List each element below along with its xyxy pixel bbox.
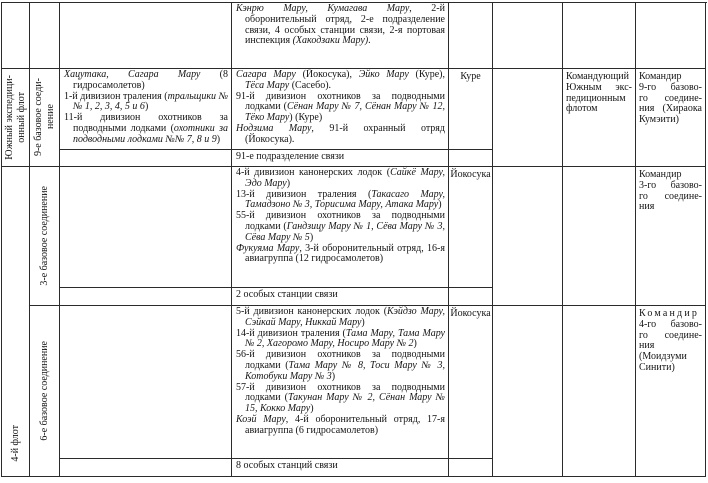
text-paragraph: 5-й дивизион канонерских лодок (Кэйдзо Мару, Сэйкай Мару, Никкай Мару)	[236, 306, 445, 328]
text-line: 9-е базовое соеди-	[32, 78, 44, 157]
cell-unit-6th-base-force	[30, 306, 60, 477]
cell-fleet-4th	[2, 167, 30, 477]
text-paragraph: Кэнрю Мару, Кумагава Мару, 2-й оборонительный отряд, 2-е подразделение связи, 4 особых станции связи, 2-я портовая инспекция (Хакодзаки Мару).	[236, 3, 445, 47]
text-paragraph: 56-й дивизион охотников за подводными лодками (Тама Мару № 8, Тоси Мару № 3, Котобуки Мару № 3)	[236, 349, 445, 382]
text-line: го соедине-	[639, 92, 702, 104]
text-line: Южным экс-	[566, 81, 632, 93]
cell-ships-9th	[232, 69, 449, 150]
unit-label-3rd-base-force	[39, 186, 51, 286]
cell-empty	[60, 3, 232, 69]
cell-empty	[2, 3, 30, 69]
cell-signal-note-9th: 91-е подразделение связи	[232, 150, 449, 167]
cell-commander-3rd-base	[636, 167, 706, 306]
fleet-label-southern	[4, 75, 28, 160]
cell-composition-9th	[60, 69, 232, 150]
text-line: 3-е базовое соединение	[38, 186, 50, 286]
text-paragraph: 11-й дивизион охотников за подводными лодками (охотники за подводными лодками №№ 7, 8 и 9)	[64, 112, 228, 145]
cell-empty	[60, 150, 232, 167]
text-line: ния (Хираока	[639, 103, 702, 115]
text-paragraph: 1-й дивизион траления (тральщики №№ 1, 2, 3, 4, 5 и 6)	[64, 90, 228, 113]
cell-commander-9th-base	[636, 69, 706, 167]
text-paragraph: Сагара Мару (Йокосука), Эйко Мару (Куре), Тёса Мару (Сасебо).	[236, 69, 446, 91]
cell-signal-note-6th: 8 особых станций связи	[232, 459, 449, 477]
cell-signal-note-3rd: 2 особых станции связи	[232, 288, 449, 306]
text-paragraph: Коэй Мару, 4-й оборонительный отряд, 17-я авиагруппа (6 гидросамолетов)	[236, 413, 445, 436]
cell-empty	[60, 459, 232, 477]
cell-empty	[60, 306, 232, 459]
text-line: ния	[639, 201, 655, 213]
cell-empty	[493, 69, 563, 167]
unit-label-9th-base-force	[33, 78, 57, 156]
cell-empty	[60, 167, 232, 288]
text-paragraph: Хацутака, Сагара Мару (8 гидросамолетов)	[64, 69, 228, 91]
cell-empty	[30, 3, 60, 69]
cell-ships-3rd	[232, 167, 449, 288]
cell-empty	[636, 3, 706, 69]
cell-unit-3rd-base-force	[30, 167, 60, 306]
cell-base-yokosuka-6th: Йокосука	[449, 306, 493, 459]
cell-base-kure: Куре	[449, 69, 493, 150]
text-line: Командующий	[566, 71, 629, 82]
cell-empty	[449, 150, 493, 167]
cell-commander-southern-fleet	[563, 69, 636, 167]
cell-unit-9th-base-force	[30, 69, 60, 167]
text-line: ния	[639, 340, 655, 352]
text-line: 3-го базово-	[639, 179, 702, 191]
text-paragraph: 91-й дивизион охотников за подводными лодками (Сёнан Мару № 7, Сёнан Мару № 12, Тёко Мару) (Куре)	[236, 90, 445, 124]
text-line: 6-е базовое соединение	[38, 341, 50, 441]
cell-commander-4th-base	[636, 306, 706, 477]
text-line: педиционным	[566, 92, 626, 104]
cell-empty	[563, 306, 636, 477]
cell-empty	[60, 288, 232, 306]
fleet-label-4th	[10, 425, 22, 462]
cell-empty	[563, 3, 636, 69]
text-line: 4-го базово-	[639, 318, 702, 330]
cell-ships-6th	[232, 306, 449, 459]
text-paragraph: 13-й дивизион траления (Такасаго Мару, Тамадзоно № 3, Торисима Мару, Атака Мару)	[236, 188, 445, 211]
text-paragraph: 57-й дивизион охотников за подводными лодками (Такунан Мару № 2, Сёнан Мару № 15, Кокко Мару)	[236, 381, 445, 415]
text-line: Синити)	[639, 361, 675, 373]
fleet-organization-table	[1, 2, 707, 477]
text-line: флотом	[566, 103, 598, 115]
cell-empty	[493, 306, 563, 477]
cell-empty	[493, 3, 563, 69]
cell-base-yokosuka-3rd: Йокосука	[449, 167, 493, 288]
cell-empty	[493, 167, 563, 306]
text-paragraph: 4-й дивизион канонерских лодок (Сайкё Мару, Эдо Мару)	[236, 167, 445, 189]
text-line: 4-й флот	[9, 425, 21, 462]
cell-empty	[563, 167, 636, 306]
cell-empty	[449, 288, 493, 306]
text-line: го соедине-	[639, 329, 702, 341]
text-line: го соедине-	[639, 190, 702, 202]
text-paragraph: Фукуяма Мару, 3-й оборонительный отряд, 16-я авиагруппа (12 гидросамолетов)	[236, 242, 445, 265]
cell-empty	[449, 459, 493, 477]
text-line: нение	[44, 105, 56, 130]
text-line: Кумэити)	[639, 114, 679, 126]
text-paragraph: 55-й дивизион охотников за подводными лодками (Гандзицу Мару № 1, Сёва Мару № 3, Сёва Мару № 5)	[236, 210, 445, 243]
cell-empty	[449, 3, 493, 69]
text-line: Южный экспедици-	[3, 75, 15, 160]
text-line: Командир	[639, 169, 682, 180]
text-line: (Моидзуми	[639, 351, 687, 363]
text-paragraph: 14-й дивизион траления (Тама Мару, Тама Мару № 2, Хагоромо Мару, Носиро Мару № 2)	[236, 327, 445, 350]
cell-fleet-southern-expeditionary	[2, 69, 30, 167]
text-line: онный флот	[15, 92, 27, 143]
text-line: Командир	[639, 71, 682, 82]
cell-ships-continued	[232, 3, 449, 69]
text-line: Командир	[639, 308, 700, 319]
text-paragraph: Нодзима Мару, 91-й охранный отряд (Йокосука).	[236, 122, 445, 145]
text-line: 9-го базово-	[639, 81, 702, 93]
unit-label-6th-base-force	[39, 341, 51, 441]
